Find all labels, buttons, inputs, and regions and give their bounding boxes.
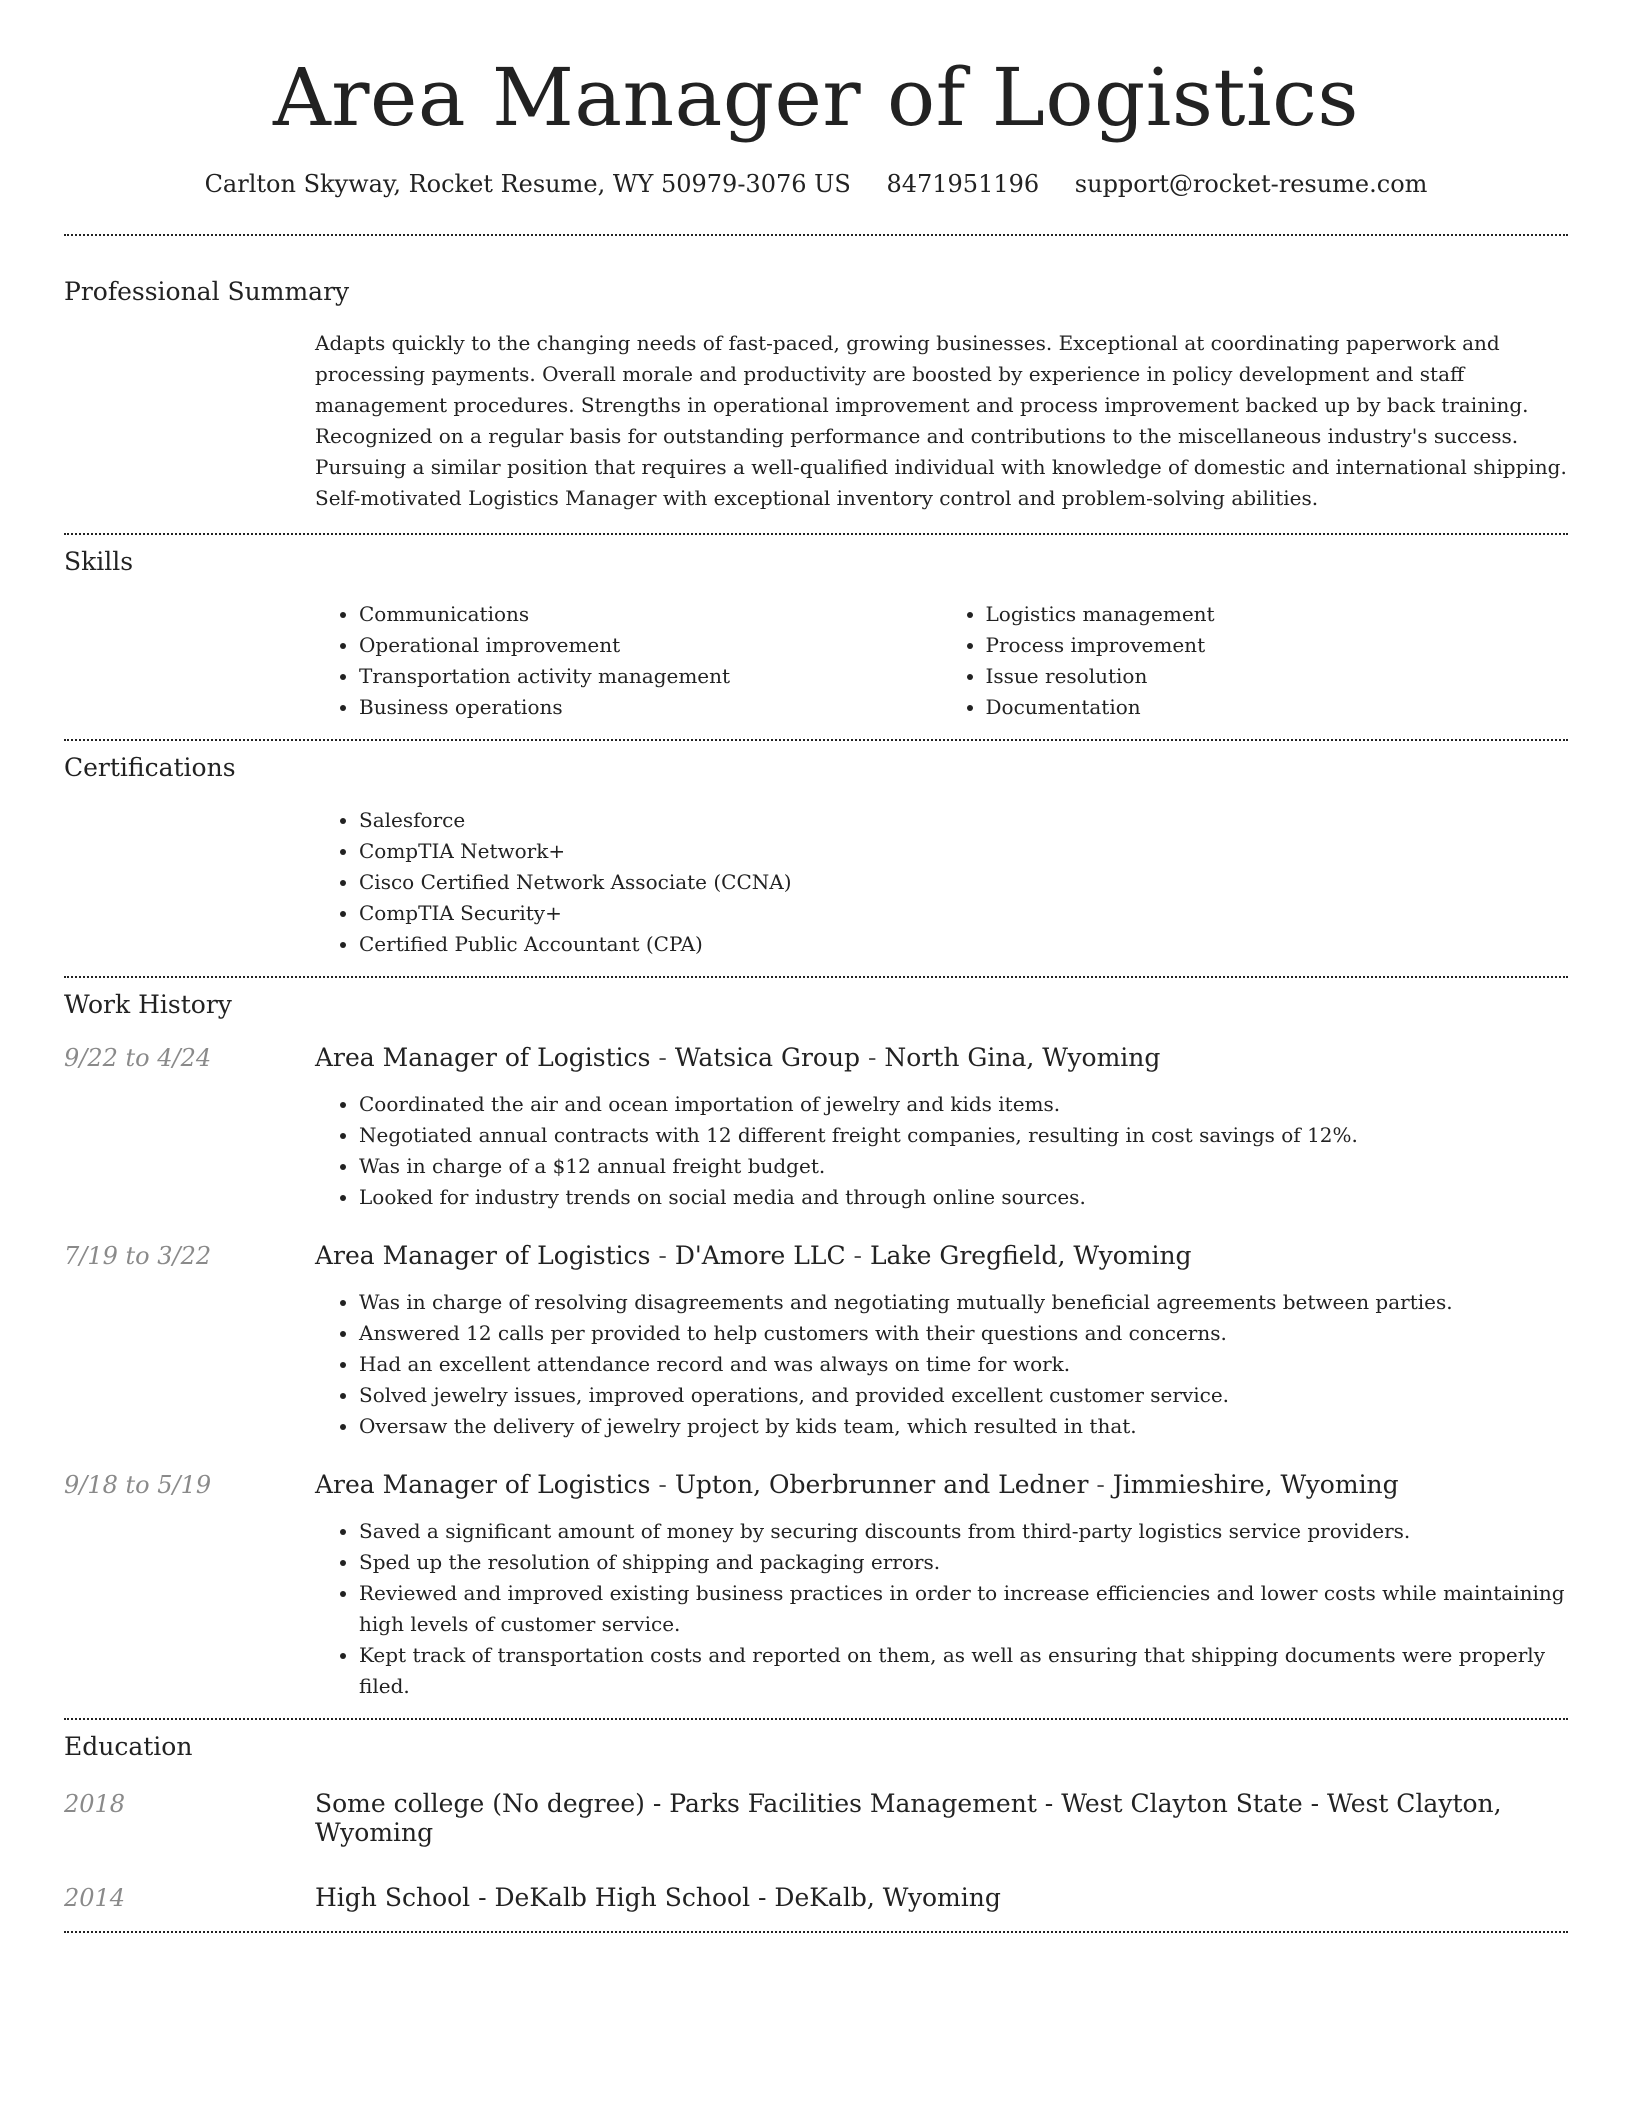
education-text: High School - DeKalb High School - DeKalb, Wyoming [315, 1883, 1001, 1913]
list-item: • Documentation [986, 692, 1569, 723]
separator: - [658, 1241, 675, 1271]
list-item: • Solved jewelry issues, improved operations, and provided excellent customer service. [359, 1380, 1568, 1411]
job-entry [64, 1470, 1568, 1702]
list-item: • Was in charge of resolving disagreements and negotiating mutually beneficial agreements between parties. [359, 1287, 1568, 1318]
job-location: Jimmieshire, Wyoming [1112, 1470, 1399, 1500]
job-company: Watsica Group [674, 1043, 861, 1073]
separator: - [1096, 1470, 1113, 1500]
contact-address: Carlton Skyway, Rocket Resume, WY 50979-3076 US [204, 170, 851, 198]
job-bullets [315, 1516, 1568, 1702]
list-item: • Process improvement [986, 630, 1569, 661]
contact-line [64, 169, 1568, 200]
resume-page [64, 0, 1568, 1933]
job-entry [64, 1241, 1568, 1442]
section-title-skills: Skills [64, 547, 134, 577]
job-location: Lake Gregfield, Wyoming [869, 1241, 1192, 1271]
certifications-list [315, 805, 1568, 960]
list-item: • Saved a significant amount of money by securing discounts from third-party logistics service providers. [359, 1516, 1568, 1547]
job-bullets [315, 1089, 1568, 1213]
divider [64, 1718, 1568, 1720]
job-bullet-list [315, 1287, 1568, 1442]
certifications-section [64, 753, 1568, 960]
section-title-certifications: Certifications [64, 753, 236, 783]
divider [64, 739, 1568, 741]
contact-email: support@rocket-resume.com [1074, 170, 1428, 198]
education-section [64, 1732, 1568, 1912]
job-header [64, 1470, 1568, 1499]
skills-list-right [942, 599, 1569, 723]
list-item: • Was in charge of a $12 annual freight budget. [359, 1151, 1568, 1182]
job-title-line [315, 1043, 1160, 1072]
job-role: Area Manager of Logistics [315, 1043, 651, 1073]
summary-section [64, 277, 1568, 514]
list-item: • Business operations [359, 692, 942, 723]
list-item: • Reviewed and improved existing business practices in order to increase efficiencies and lower costs while maintaining high levels of customer service. [359, 1578, 1568, 1640]
work-history-section [64, 990, 1568, 1702]
separator: - [853, 1241, 870, 1271]
divider [64, 1931, 1568, 1933]
section-title-work-history: Work History [64, 990, 232, 1020]
resume-name: Area Manager of Logistics [273, 51, 1359, 144]
list-item: • Salesforce [359, 805, 1568, 836]
list-item: • Cisco Certified Network Associate (CCNA) [359, 867, 1568, 898]
job-company: D'Amore LLC [674, 1241, 846, 1271]
list-item: • CompTIA Network+ [359, 836, 1568, 867]
section-title-summary: Professional Summary [64, 277, 350, 307]
list-item: • Communications [359, 599, 942, 630]
job-dates: 9/22 to 4/24 [64, 1044, 212, 1073]
list-item: • Sped up the resolution of shipping and packaging errors. [359, 1547, 1568, 1578]
job-header [64, 1241, 1568, 1270]
divider [64, 533, 1568, 535]
list-item: • Had an excellent attendance record and was always on time for work. [359, 1349, 1568, 1380]
list-item: • Kept track of transportation costs and reported on them, as well as ensuring that shipping documents were properly filed. [359, 1640, 1568, 1702]
separator: - [658, 1470, 675, 1500]
summary-text: Adapts quickly to the changing needs of fast-paced, growing businesses. Exceptional at coordinating paperwork and processing payments. Overall morale and productivity are boosted by experience in policy development and staff management procedures. Strengths in operational improvement and process improvement backed up by back training. Recognized on a regular basis for outstanding performance and contributions to the miscellaneous industry's success. Pursuing a similar position that requires a well-qualified individual with knowledge of domestic and international shipping. Self-motivated Logistics Manager with exceptional inventory control and problem-solving abilities. [315, 331, 1567, 511]
list-item: • CompTIA Security+ [359, 898, 1568, 929]
job-title-line [315, 1470, 1399, 1499]
list-item: • Looked for industry trends on social media and through online sources. [359, 1182, 1568, 1213]
list-item: • Answered 12 calls per provided to help customers with their questions and concerns. [359, 1318, 1568, 1349]
job-bullets [315, 1287, 1568, 1442]
job-header [64, 1043, 1568, 1072]
education-year: 2014 [64, 1884, 126, 1913]
certifications-body [315, 805, 1568, 960]
list-item: • Logistics management [986, 599, 1569, 630]
skills-list-left [315, 599, 942, 723]
list-item: • Operational improvement [359, 630, 942, 661]
divider [64, 234, 1568, 236]
job-bullet-list [315, 1516, 1568, 1702]
education-year: 2018 [64, 1790, 126, 1819]
skills-grid [315, 599, 1568, 723]
list-item: • Transportation activity management [359, 661, 942, 692]
job-dates: 9/18 to 5/19 [64, 1471, 212, 1500]
list-item: • Oversaw the delivery of jewelry project by kids team, which resulted in that. [359, 1411, 1568, 1442]
job-entry [64, 1043, 1568, 1213]
job-title-line [315, 1241, 1192, 1270]
list-item: • Certified Public Accountant (CPA) [359, 929, 1568, 960]
skills-section [64, 547, 1568, 723]
list-item: • Negotiated annual contracts with 12 different freight companies, resulting in cost savings of 12%. [359, 1120, 1568, 1151]
education-entry [64, 1883, 1568, 1912]
education-text: Some college (No degree) - Parks Facilities Management - West Clayton State - West Clayton, Wyoming [315, 1789, 1502, 1848]
separator: - [868, 1043, 885, 1073]
job-role: Area Manager of Logistics [315, 1241, 651, 1271]
job-bullet-list [315, 1089, 1568, 1213]
section-title-education: Education [64, 1732, 193, 1762]
job-company: Upton, Oberbrunner and Ledner [674, 1470, 1089, 1500]
list-item: • Issue resolution [986, 661, 1569, 692]
education-entry [64, 1789, 1568, 1847]
separator: - [658, 1043, 675, 1073]
job-role: Area Manager of Logistics [315, 1470, 651, 1500]
list-item: • Coordinated the air and ocean importation of jewelry and kids items. [359, 1089, 1568, 1120]
contact-phone: 8471951196 [886, 170, 1040, 198]
divider [64, 976, 1568, 978]
job-dates: 7/19 to 3/22 [64, 1242, 212, 1271]
job-location: North Gina, Wyoming [884, 1043, 1161, 1073]
